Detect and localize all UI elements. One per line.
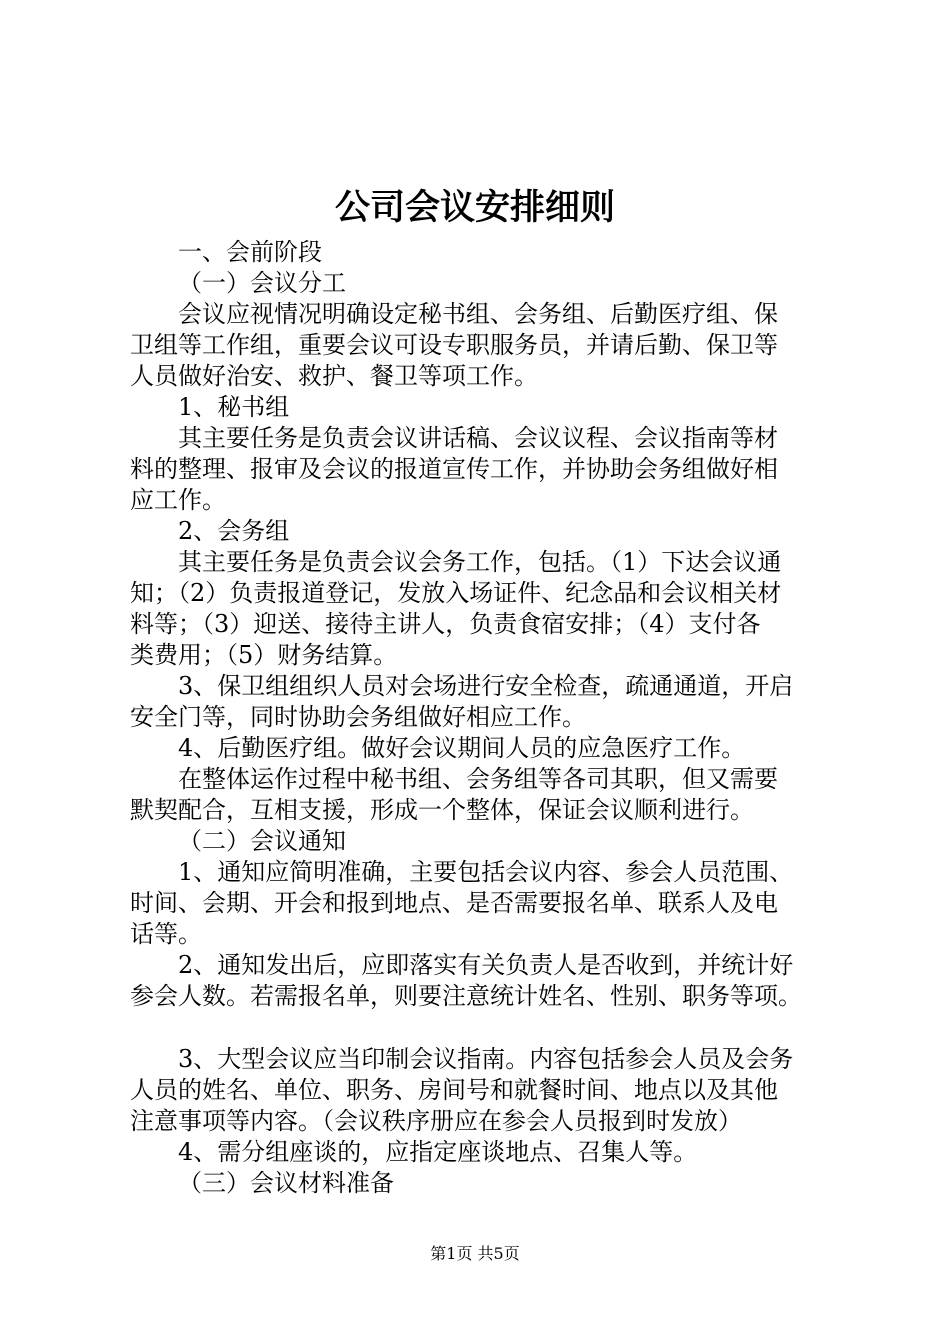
paragraph-line: 4、需分组座谈的，应指定座谈地点、召集人等。 <box>178 1138 698 1166</box>
paragraph-line: 在整体运作过程中秘书组、会务组等各司其职，但又需要 <box>178 765 778 793</box>
paragraph-line: 安全门等，同时协助会务组做好相应工作。 <box>130 703 586 731</box>
section-heading: 一、会前阶段 <box>178 238 322 266</box>
subsection-heading: （三）会议材料准备 <box>178 1169 394 1197</box>
paragraph-line: 注意事项等内容。（会议秩序册应在参会人员报到时发放） <box>130 1107 742 1135</box>
paragraph-line: 参会人数。若需报名单，则要注意统计姓名、性别、职务等项。 <box>130 982 802 1010</box>
paragraph-line: 会议应视情况明确设定秘书组、会务组、后勤医疗组、保 <box>178 300 778 328</box>
paragraph-line: 卫组等工作组，重要会议可设专职服务员，并请后勤、保卫等 <box>130 331 778 359</box>
subsection-heading: （二）会议通知 <box>178 827 346 855</box>
paragraph-line: 话等。 <box>130 920 202 948</box>
item-heading: 1、秘书组 <box>178 393 290 421</box>
paragraph-line: 3、保卫组组织人员对会场进行安全检查，疏通通道，开启 <box>178 672 794 700</box>
paragraph-line: 料等；（3）迎送、接待主讲人，负责食宿安排；（4）支付各 <box>130 610 761 638</box>
paragraph-line: 知；（2）负责报道登记，发放入场证件、纪念品和会议相关材 <box>130 579 782 607</box>
paragraph-line: 默契配合，互相支援，形成一个整体，保证会议顺利进行。 <box>130 796 754 824</box>
paragraph-line: 人员的姓名、单位、职务、房间号和就餐时间、地点以及其他 <box>130 1076 778 1104</box>
paragraph-line: 时间、会期、开会和报到地点、是否需要报名单、联系人及电 <box>130 889 778 917</box>
paragraph-line: 其主要任务是负责会议会务工作，包括。（1）下达会议通 <box>178 548 782 576</box>
paragraph-line: 3、大型会议应当印制会议指南。内容包括参会人员及会务 <box>178 1045 794 1073</box>
document-title: 公司会议安排细则 <box>334 187 615 228</box>
paragraph-line: 4、后勤医疗组。做好会议期间人员的应急医疗工作。 <box>178 734 746 762</box>
paragraph-line: 料的整理、报审及会议的报道宣传工作，并协助会务组做好相 <box>130 455 778 483</box>
paragraph-line: 类费用；（5）财务结算。 <box>130 641 398 669</box>
paragraph-line: 2、通知发出后，应即落实有关负责人是否收到，并统计好 <box>178 951 794 979</box>
paragraph-line: 人员做好治安、救护、餐卫等项工作。 <box>130 362 538 390</box>
item-heading: 2、会务组 <box>178 517 290 545</box>
paragraph-line: 其主要任务是负责会议讲话稿、会议议程、会议指南等材 <box>178 424 778 452</box>
page-number-footer: 第1页 共5页 <box>430 1244 520 1263</box>
paragraph-line: 1、通知应简明准确，主要包括会议内容、参会人员范围、 <box>178 858 794 886</box>
paragraph-line: 应工作。 <box>130 486 226 514</box>
subsection-heading: （一）会议分工 <box>178 269 346 297</box>
